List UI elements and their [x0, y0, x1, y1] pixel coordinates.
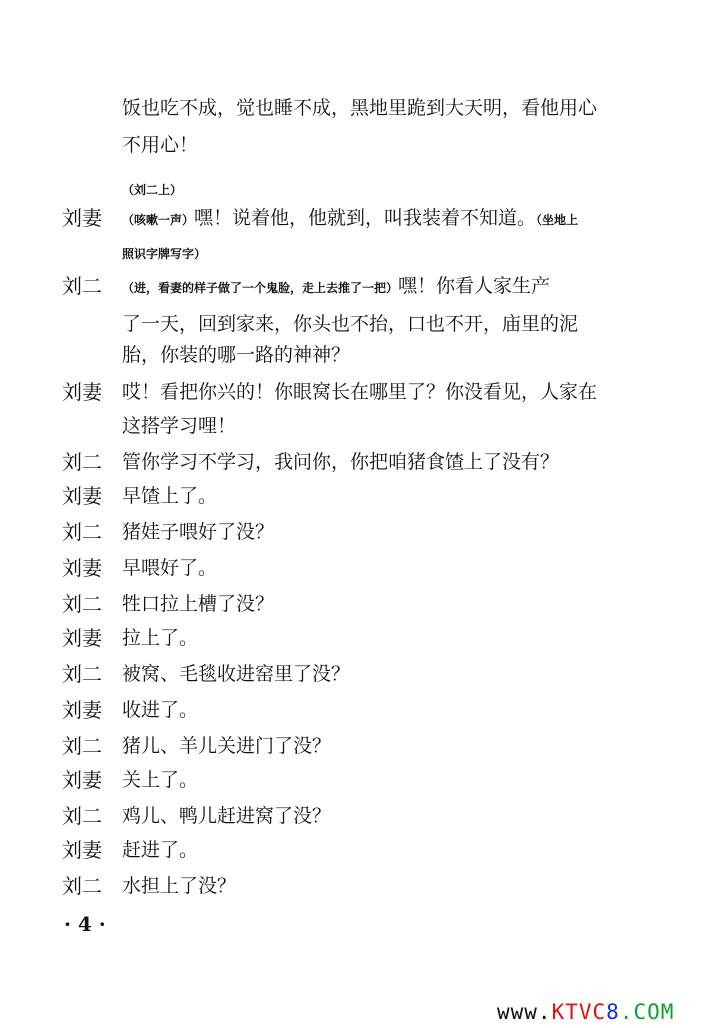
line-text — [122, 414, 236, 438]
dialogue-text: 哎！看把你兴的！你眼窝长在哪里了？你没看见，人家在 — [122, 381, 598, 403]
speaker-name: 刘妻 — [62, 626, 102, 650]
watermark-digit: 8 — [606, 1000, 620, 1024]
line-text — [122, 312, 578, 336]
line-text — [122, 768, 198, 792]
dialogue-text: 管你学习不学习，我问你，你把咱猪食馇上了没有？ — [122, 451, 560, 473]
line-text — [122, 556, 217, 580]
dialogue-text: 收进了。 — [122, 699, 199, 721]
line-text — [122, 484, 217, 508]
watermark-suffix: .COM — [619, 1000, 675, 1024]
dialogue-text: 赶进了。 — [122, 839, 199, 861]
dialogue-text: 水担上了没？ — [122, 875, 237, 897]
line-text — [122, 662, 350, 686]
dialogue-text: 早喂好了。 — [122, 557, 218, 579]
line-text — [122, 450, 559, 474]
speaker-name: 刘二 — [62, 874, 102, 898]
line-text — [122, 804, 331, 828]
dialogue-text: 猪娃子喂好了没？ — [122, 521, 275, 543]
line-text — [122, 626, 198, 650]
speaker-name: 刘二 — [62, 734, 102, 758]
dialogue-text: 嘿！说着他，他就到，叫我装着不知道。 — [194, 207, 537, 229]
dialogue-text: 被窝、毛毯收进窑里了没？ — [122, 663, 351, 685]
page-number: · 4 · — [64, 912, 106, 936]
dialogue-text: 早馇上了。 — [122, 485, 218, 507]
stage-direction: （刘二上） — [122, 183, 183, 197]
speaker-name: 刘二 — [62, 520, 102, 544]
speaker-name: 刘妻 — [62, 838, 102, 862]
watermark-prefix: www. — [497, 1000, 552, 1024]
watermark-brand: KTVC — [551, 1000, 607, 1024]
line-text — [122, 698, 198, 722]
dialogue-text: 这搭学习哩！ — [122, 415, 237, 437]
stage-direction: （坐地上 — [536, 213, 579, 227]
speaker-name: 刘妻 — [62, 698, 102, 722]
dialogue-text: 嘿！你看人家生产 — [398, 275, 551, 297]
speaker-name: 刘二 — [62, 592, 102, 616]
line-text — [122, 592, 274, 616]
line-text — [122, 734, 331, 758]
line-text — [122, 133, 198, 157]
line-text — [122, 274, 550, 300]
dialogue-text: 拉上了。 — [122, 627, 199, 649]
line-text — [122, 874, 236, 898]
dialogue-text: 胎，你装的哪一路的神神？ — [122, 344, 351, 366]
speaker-name: 刘二 — [62, 804, 102, 828]
speaker-name: 刘二 — [62, 274, 102, 298]
speaker-name: 刘妻 — [62, 768, 102, 792]
speaker-name: 刘妻 — [62, 206, 102, 230]
speaker-name: 刘二 — [62, 662, 102, 686]
dialogue-text: 牲口拉上槽了没？ — [122, 593, 275, 615]
stage-direction: 照识字牌写字） — [122, 247, 207, 261]
stage-direction: （咳嗽一声） — [122, 213, 195, 227]
line-text — [122, 96, 597, 120]
line-text — [122, 380, 597, 404]
dialogue-text: 猪儿、羊儿关进门了没？ — [122, 735, 332, 757]
line-text — [122, 838, 198, 862]
line-text — [122, 520, 274, 544]
watermark — [497, 1000, 674, 1024]
speaker-name: 刘妻 — [62, 380, 102, 404]
dialogue-text: 不用心！ — [122, 134, 199, 156]
dialogue-text: 鸡儿、鸭儿赶进窝了没？ — [122, 805, 332, 827]
speaker-name: 刘妻 — [62, 484, 102, 508]
line-text — [122, 176, 182, 202]
speaker-name: 刘妻 — [62, 556, 102, 580]
stage-direction: （进，看妻的样子做了一个鬼脸，走上去推了一把） — [122, 281, 399, 295]
line-text — [122, 240, 206, 266]
dialogue-text: 关上了。 — [122, 769, 199, 791]
dialogue-text: 了一天，回到家来，你头也不抬，口也不开，庙里的泥 — [122, 313, 579, 335]
line-text — [122, 343, 350, 367]
dialogue-text: 饭也吃不成，觉也睡不成，黑地里跪到大天明，看他用心 — [122, 97, 598, 119]
line-text — [122, 206, 578, 232]
speaker-name: 刘二 — [62, 450, 102, 474]
